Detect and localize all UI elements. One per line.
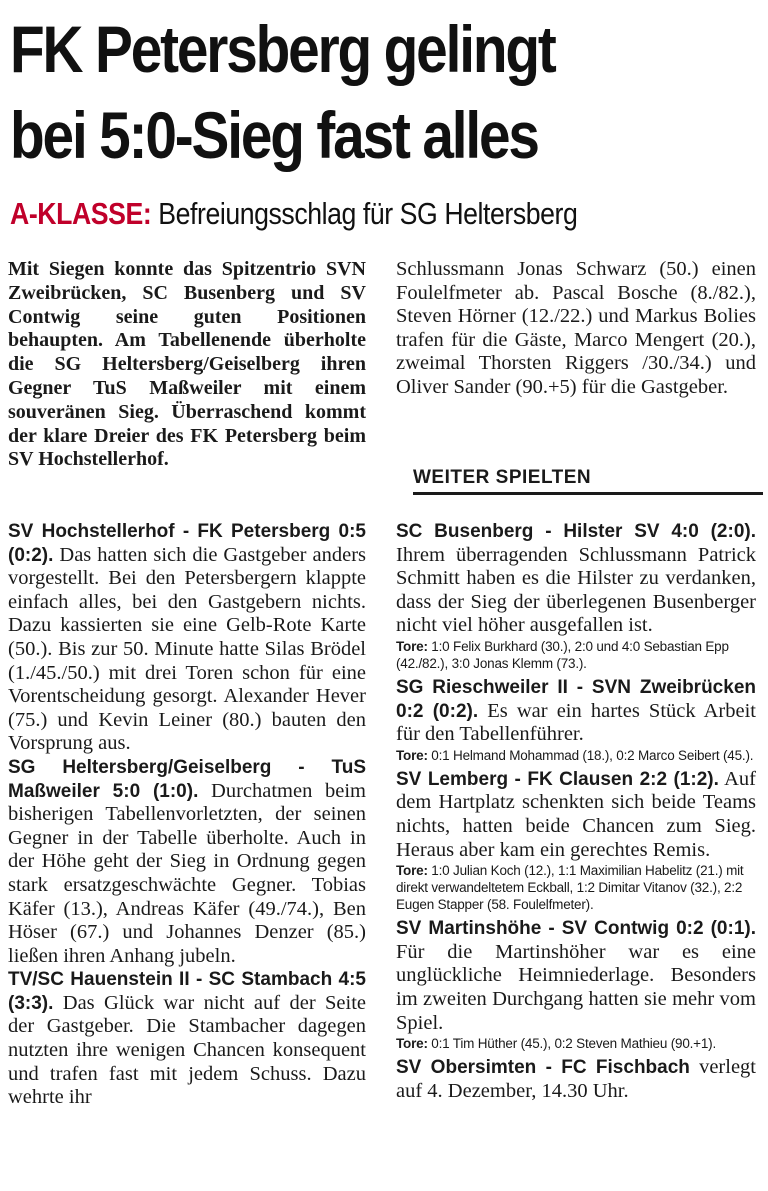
subheadline-text: Befreiungsschlag für SG Heltersberg: [158, 196, 578, 231]
match-title: SV Obersimten - FC Fischbach: [396, 1057, 690, 1079]
match-text: Das Glück war nicht auf der Seite der Gastgeber. Die Stambacher dagegen nutzten ihre wenigen Chancen konsequent und trafen fast mit jedem Schuss. Dazu wehrte ihr: [8, 991, 366, 1109]
match-report-rieschweiler: [396, 676, 756, 747]
right-column-reports: [396, 520, 756, 1103]
scorers-lemberg: [396, 862, 756, 913]
match-title: SV Martinshöhe - SV Contwig 0:2 (0:1).: [396, 918, 756, 940]
match-title: SV Lemberg - FK Clausen 2:2 (1:2).: [396, 768, 719, 790]
scorers-text: 0:1 Helmand Mohammad (18.), 0:2 Marco Seibert (45.).: [427, 747, 754, 763]
match-text: Es war ein hartes Stück Arbeit für den Tabellenführer.: [396, 699, 756, 746]
match-report-heltersberg: [8, 756, 366, 968]
scorers-text: 1:0 Julian Koch (12.), 1:1 Maximilian Habelitz (21.) mit direkt verwandeltetem Eckball, 1:2 Dimitar Vitanov (32.), 2:2 Eugen Stapper (58. Foulelfmeter).: [396, 863, 744, 913]
article-intro: Mit Siegen konnte das Spitzentrio SVN Zweibrücken, SC Busenberg und SV Contwig seine guten Positionen behaupten. Am Tabellenende überholte die SG Heltersberg/Geiselberg ihren Gegner TuS Maßweiler mit einem souveränen Sieg. Überraschend kommt der klare Dreier des FK Petersberg beim SV Hochstellerhof.: [8, 258, 366, 471]
scorers-text: 1:0 Felix Burkhard (30.), 2:0 und 4:0 Sebastian Epp (42./82.), 3:0 Jonas Klemm (73.).: [396, 638, 729, 671]
match-report-continuation: Schlussmann Jonas Schwarz (50.) einen Foulelfmeter ab. Pascal Bosche (8./82.), Steven Hörner (12./22.) und Markus Bolies trafen für die Gäste, Marco Mengert (20.), zweimal Thorsten Riggers /30./34.) und Oliver Sander (90.+5) für die Gastgeber.: [396, 258, 756, 398]
scorers-text: 0:1 Tim Hüther (45.), 0:2 Steven Mathieu (90.+1).: [427, 1036, 717, 1052]
scorers-label: Tore:: [396, 638, 428, 654]
scorers-martinshoehe: [396, 1035, 756, 1052]
match-report-lemberg: [396, 768, 756, 862]
match-report-hochstellerhof: [8, 520, 366, 756]
scorers-label: Tore:: [396, 1036, 428, 1052]
headline: [10, 6, 657, 178]
match-report-hauenstein: [8, 968, 366, 1110]
scorers-busenberg: [396, 638, 756, 672]
left-column-reports: [8, 520, 366, 1110]
subheadline: [10, 194, 577, 234]
match-text: verlegt auf 4. Dezember, 14.30 Uhr.: [396, 1056, 757, 1102]
match-title: SG Rieschweiler II - SVN Zweibrücken 0:2 (0:2).: [396, 676, 756, 722]
match-title: SC Busenberg - Hilster SV 4:0 (2:0).: [396, 521, 756, 542]
scorers-rieschweiler: [396, 747, 756, 764]
match-text: Auf dem Hartplatz schenkten sich beide Teams nichts, hatten beide Chancen zum Sieg. Heraus aber kam ein gerechtes Remis.: [396, 767, 757, 861]
match-text: Das hatten sich die Gastgeber anders vorgestellt. Bei den Petersbergern klappte einfach alles, bei den Gastgebern nichts. Dazu kassierten sie eine Gelb-Rote Karte (50.). Bis zur 50. Minute hatte Silas Brödel (1./45./50.) mit drei Toren schon für eine Vorentscheidung gesorgt. Alexander Hever (75.) und Kevin Leiner (80.) bauten den Vorsprung aus.: [8, 543, 366, 755]
match-title: SG Heltersberg/Geiselberg - TuS Maßweiler 5:0 (1:0).: [8, 756, 366, 802]
section-heading-text: WEITER SPIELTEN: [413, 467, 592, 488]
scorers-label: Tore:: [396, 747, 428, 763]
section-kicker: A-KLASSE:: [10, 196, 152, 231]
match-report-obersimten: [396, 1056, 756, 1103]
match-report-martinshoehe: [396, 917, 756, 1035]
headline-line-1: FK Petersberg gelingt: [10, 12, 555, 86]
match-text: Ihrem überragenden Schlussmann Patrick Schmitt haben es die Hilster zu verdanken, dass der Sieg der überlegenen Busenberger nicht viel höher ausgefallen ist.: [396, 543, 756, 637]
match-title: SV Hochstellerhof - FK Petersberg 0:5 (0:2).: [8, 521, 366, 566]
match-report-busenberg: [396, 520, 756, 638]
section-heading-weiter-spielten: [413, 464, 763, 495]
scorers-label: Tore:: [396, 863, 428, 879]
match-text: Für die Martinshöher war es eine unglückliche Heimniederlage. Besonders im zweiten Durchgang hatten sie mehr vom Spiel.: [396, 940, 756, 1034]
match-title: TV/SC Hauenstein II - SC Stambach 4:5 (3:3).: [8, 969, 366, 1014]
headline-line-2: bei 5:0-Sieg fast alles: [10, 98, 538, 172]
match-text: Durchatmen beim bisherigen Tabellenvorletzten, der seinen Gegner in der Tabelle überholte. Auch in der Höhe geht der Sieg in Ordnung gegen stark ersatzgeschwächte Gegner. Tobias Käfer (13.), Andreas Käfer (49./74.), Ben Höser (67.) und Johannes Denzer (85.) ließen ihren Anhang jubeln.: [8, 779, 366, 967]
